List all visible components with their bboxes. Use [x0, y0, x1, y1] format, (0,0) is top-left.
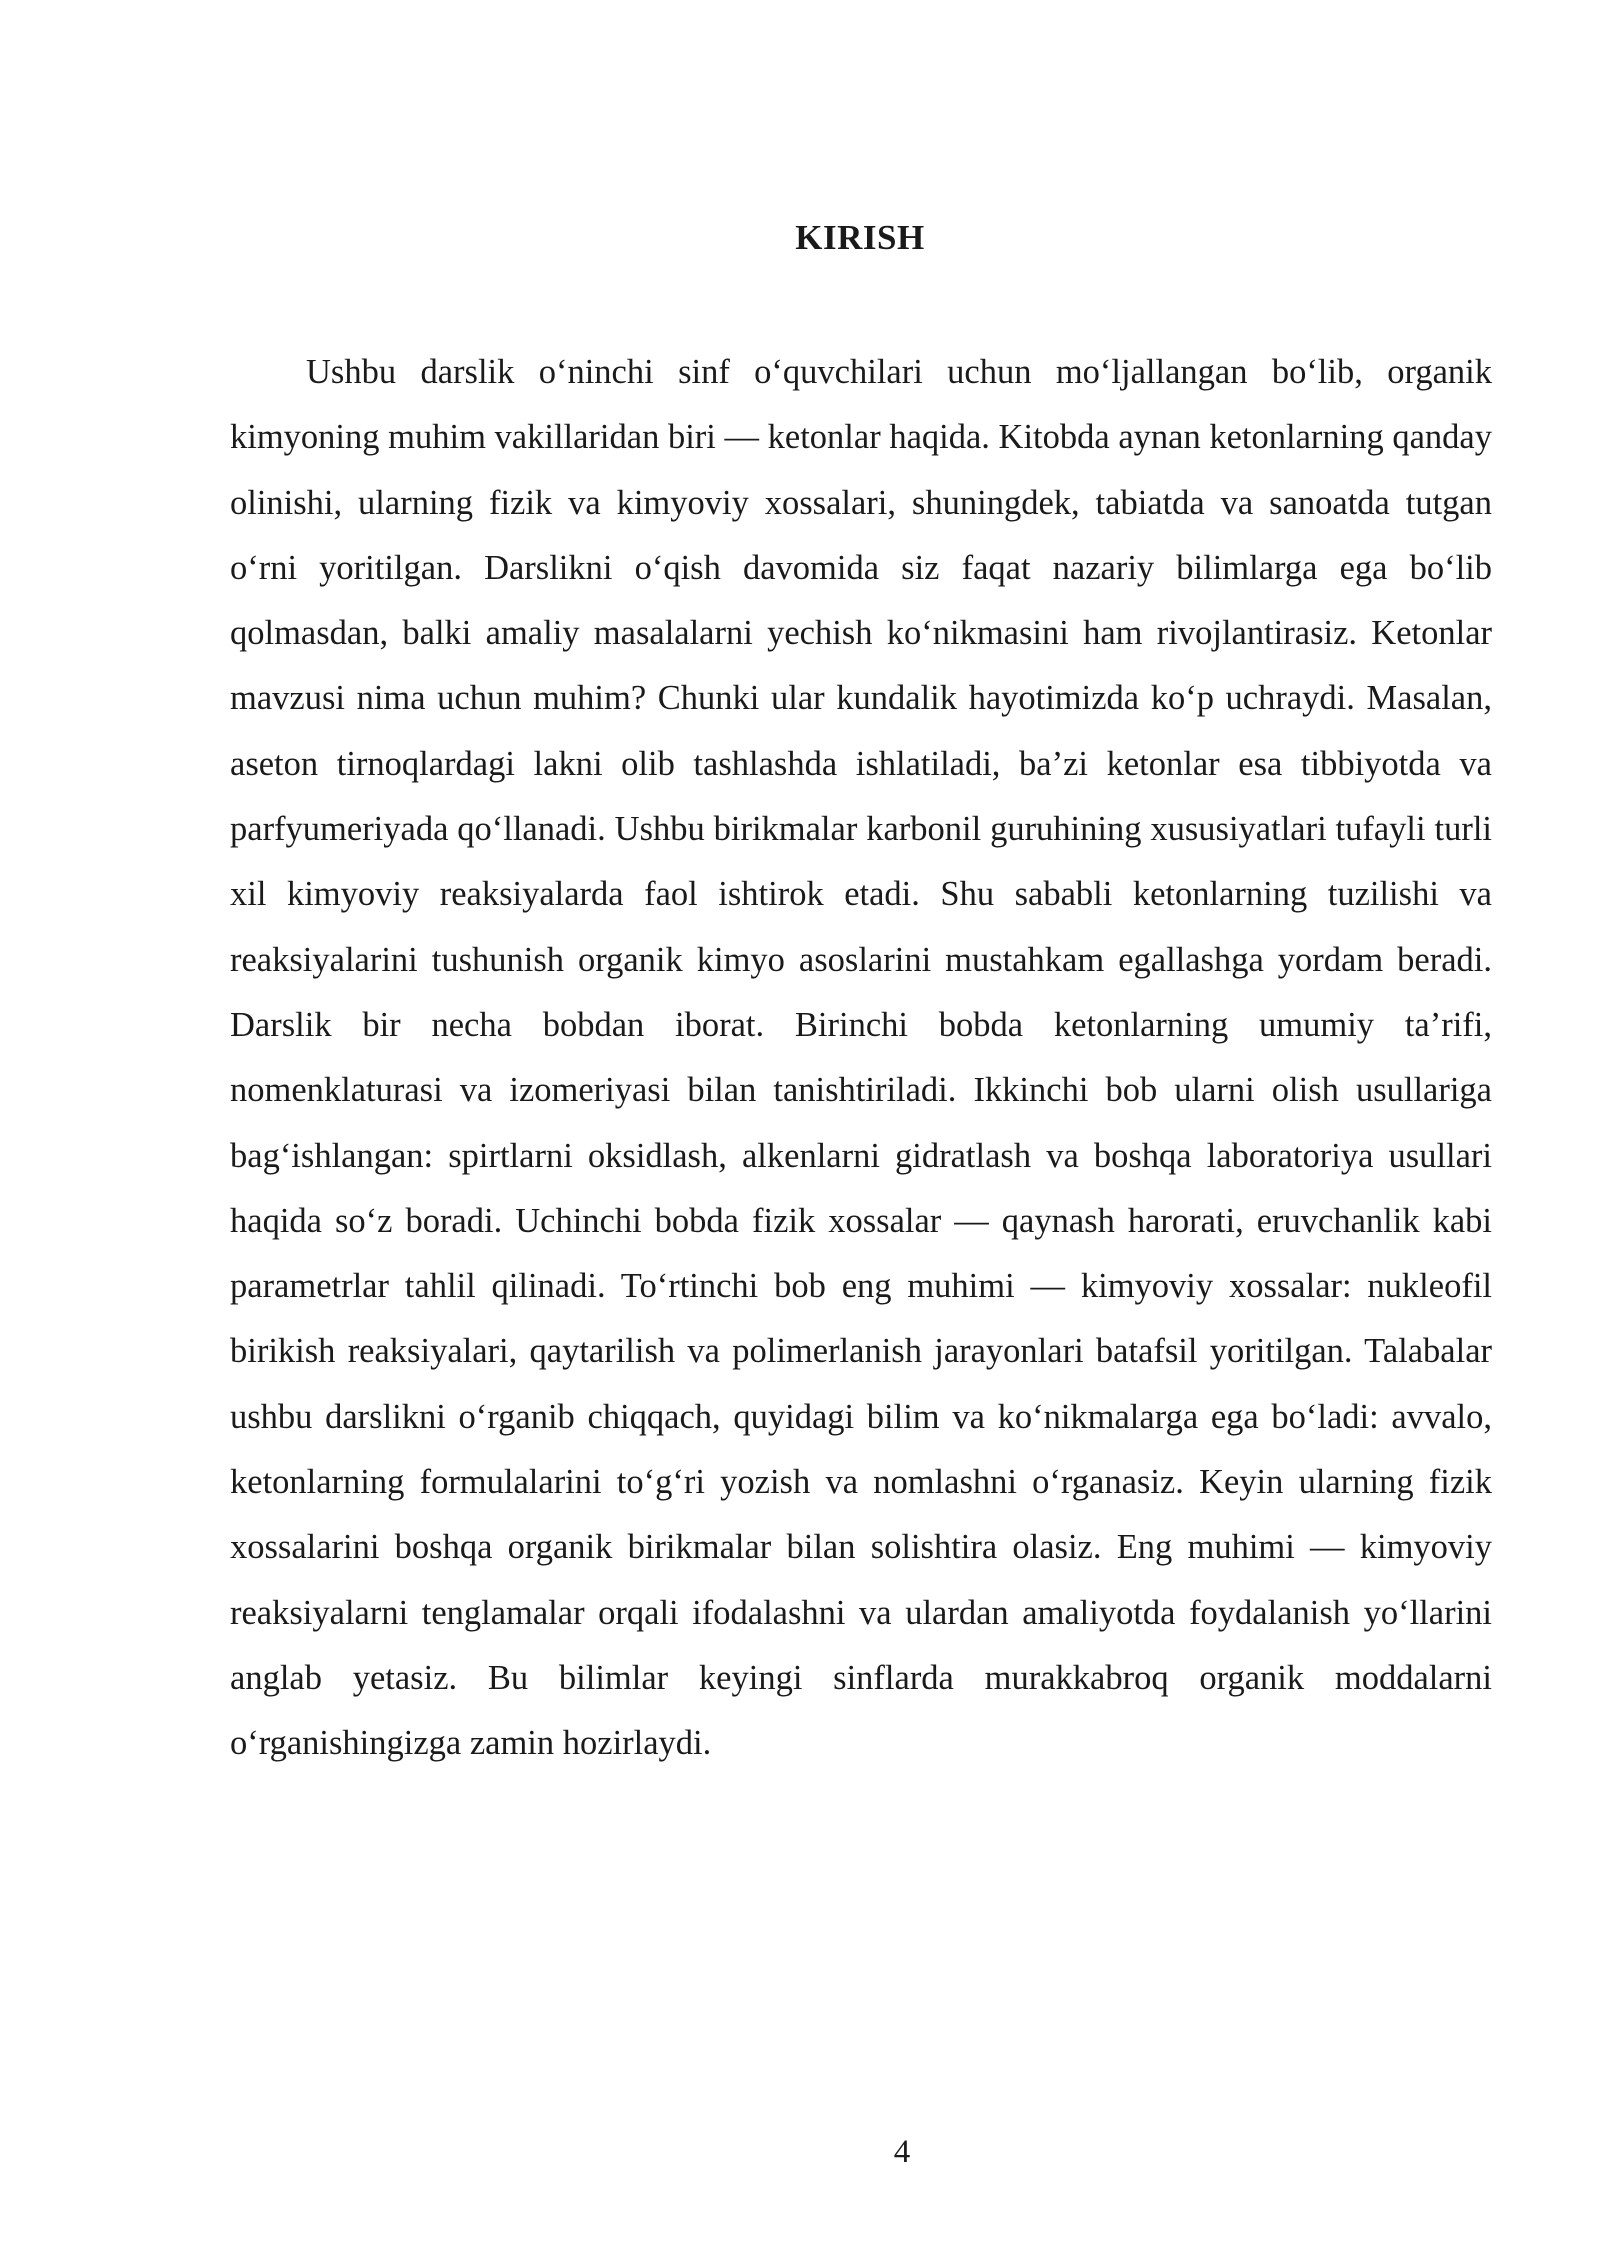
page-title: KIRISH	[795, 218, 925, 257]
page-number: 4	[893, 2134, 911, 2170]
body-paragraph: Ushbu darslik o‘ninchi sinf o‘quvchilari uchun mo‘ljallangan bo‘lib, organik kimyoning muhim vakillaridan biri — ketonlar haqida. Kitobda aynan ketonlarning qanday olinishi, ularning fizik va kimyoviy xossalari, shuningdek, tabiatda va sanoatda tutgan o‘rni yoritilgan. Darslikni o‘qish davomida siz faqat nazariy bilimlarga ega bo‘lib qolmasdan, balki amaliy masalalarni yechish ko‘nikmasini ham rivojlantirasiz. Ketonlar mavzusi nima uchun muhim? Chunki ular kundalik hayotimizda ko‘p uchraydi. Masalan, aseton tirnoqlardagi lakni olib tashlashda ishlatiladi, ba’zi ketonlar esa tibbiyotda va parfyumeriyada qo‘llanadi. Ushbu birikmalar karbonil guruhining xususiyatlari tufayli turli xil kimyoviy reaksiyalarda faol ishtirok etadi. Shu sababli ketonlarning tuzilishi va reaksiyalarini tushunish organik kimyo asoslarini mustahkam egallashga yordam beradi. Darslik bir necha bobdan iborat. Birinchi bobda ketonlarning umumiy ta’rifi, nomenklaturasi va izomeriyasi bilan tanishtiriladi. Ikkinchi bob ularni olish usullariga bag‘ishlangan: spirtlarni oksidlash, alkenlarni gidratlash va boshqa laboratoriya usullari haqida so‘z boradi. Uchinchi bobda fizik xossalar — qaynash harorati, eruvchanlik kabi parametrlar tahlil qilinadi. To‘rtinchi bob eng muhimi — kimyoviy xossalar: nukleofil birikish reaksiyalari, qaytarilish va polimerlanish jarayonlari batafsil yoritilgan. Talabalar ushbu darslikni o‘rganib chiqqach, quyidagi bilim va ko‘nikmalarga ega bo‘ladi: avvalo, ketonlarning formulalarini to‘g‘ri yozish va nomlashni o‘rganasiz. Keyin ularning fizik xossalarini boshqa organik birikmalar bilan solishtira olasiz. Eng muhimi — kimyoviy reaksiyalarni tenglamalar orqali ifodalashni va ulardan amaliyotda foydalanish yo‘llarini anglab yetasiz. Bu bilimlar keyingi sinflarda murakkabroq organik moddalarni o‘rganishingizga zamin hozirlaydi.	[230, 353, 1492, 1763]
